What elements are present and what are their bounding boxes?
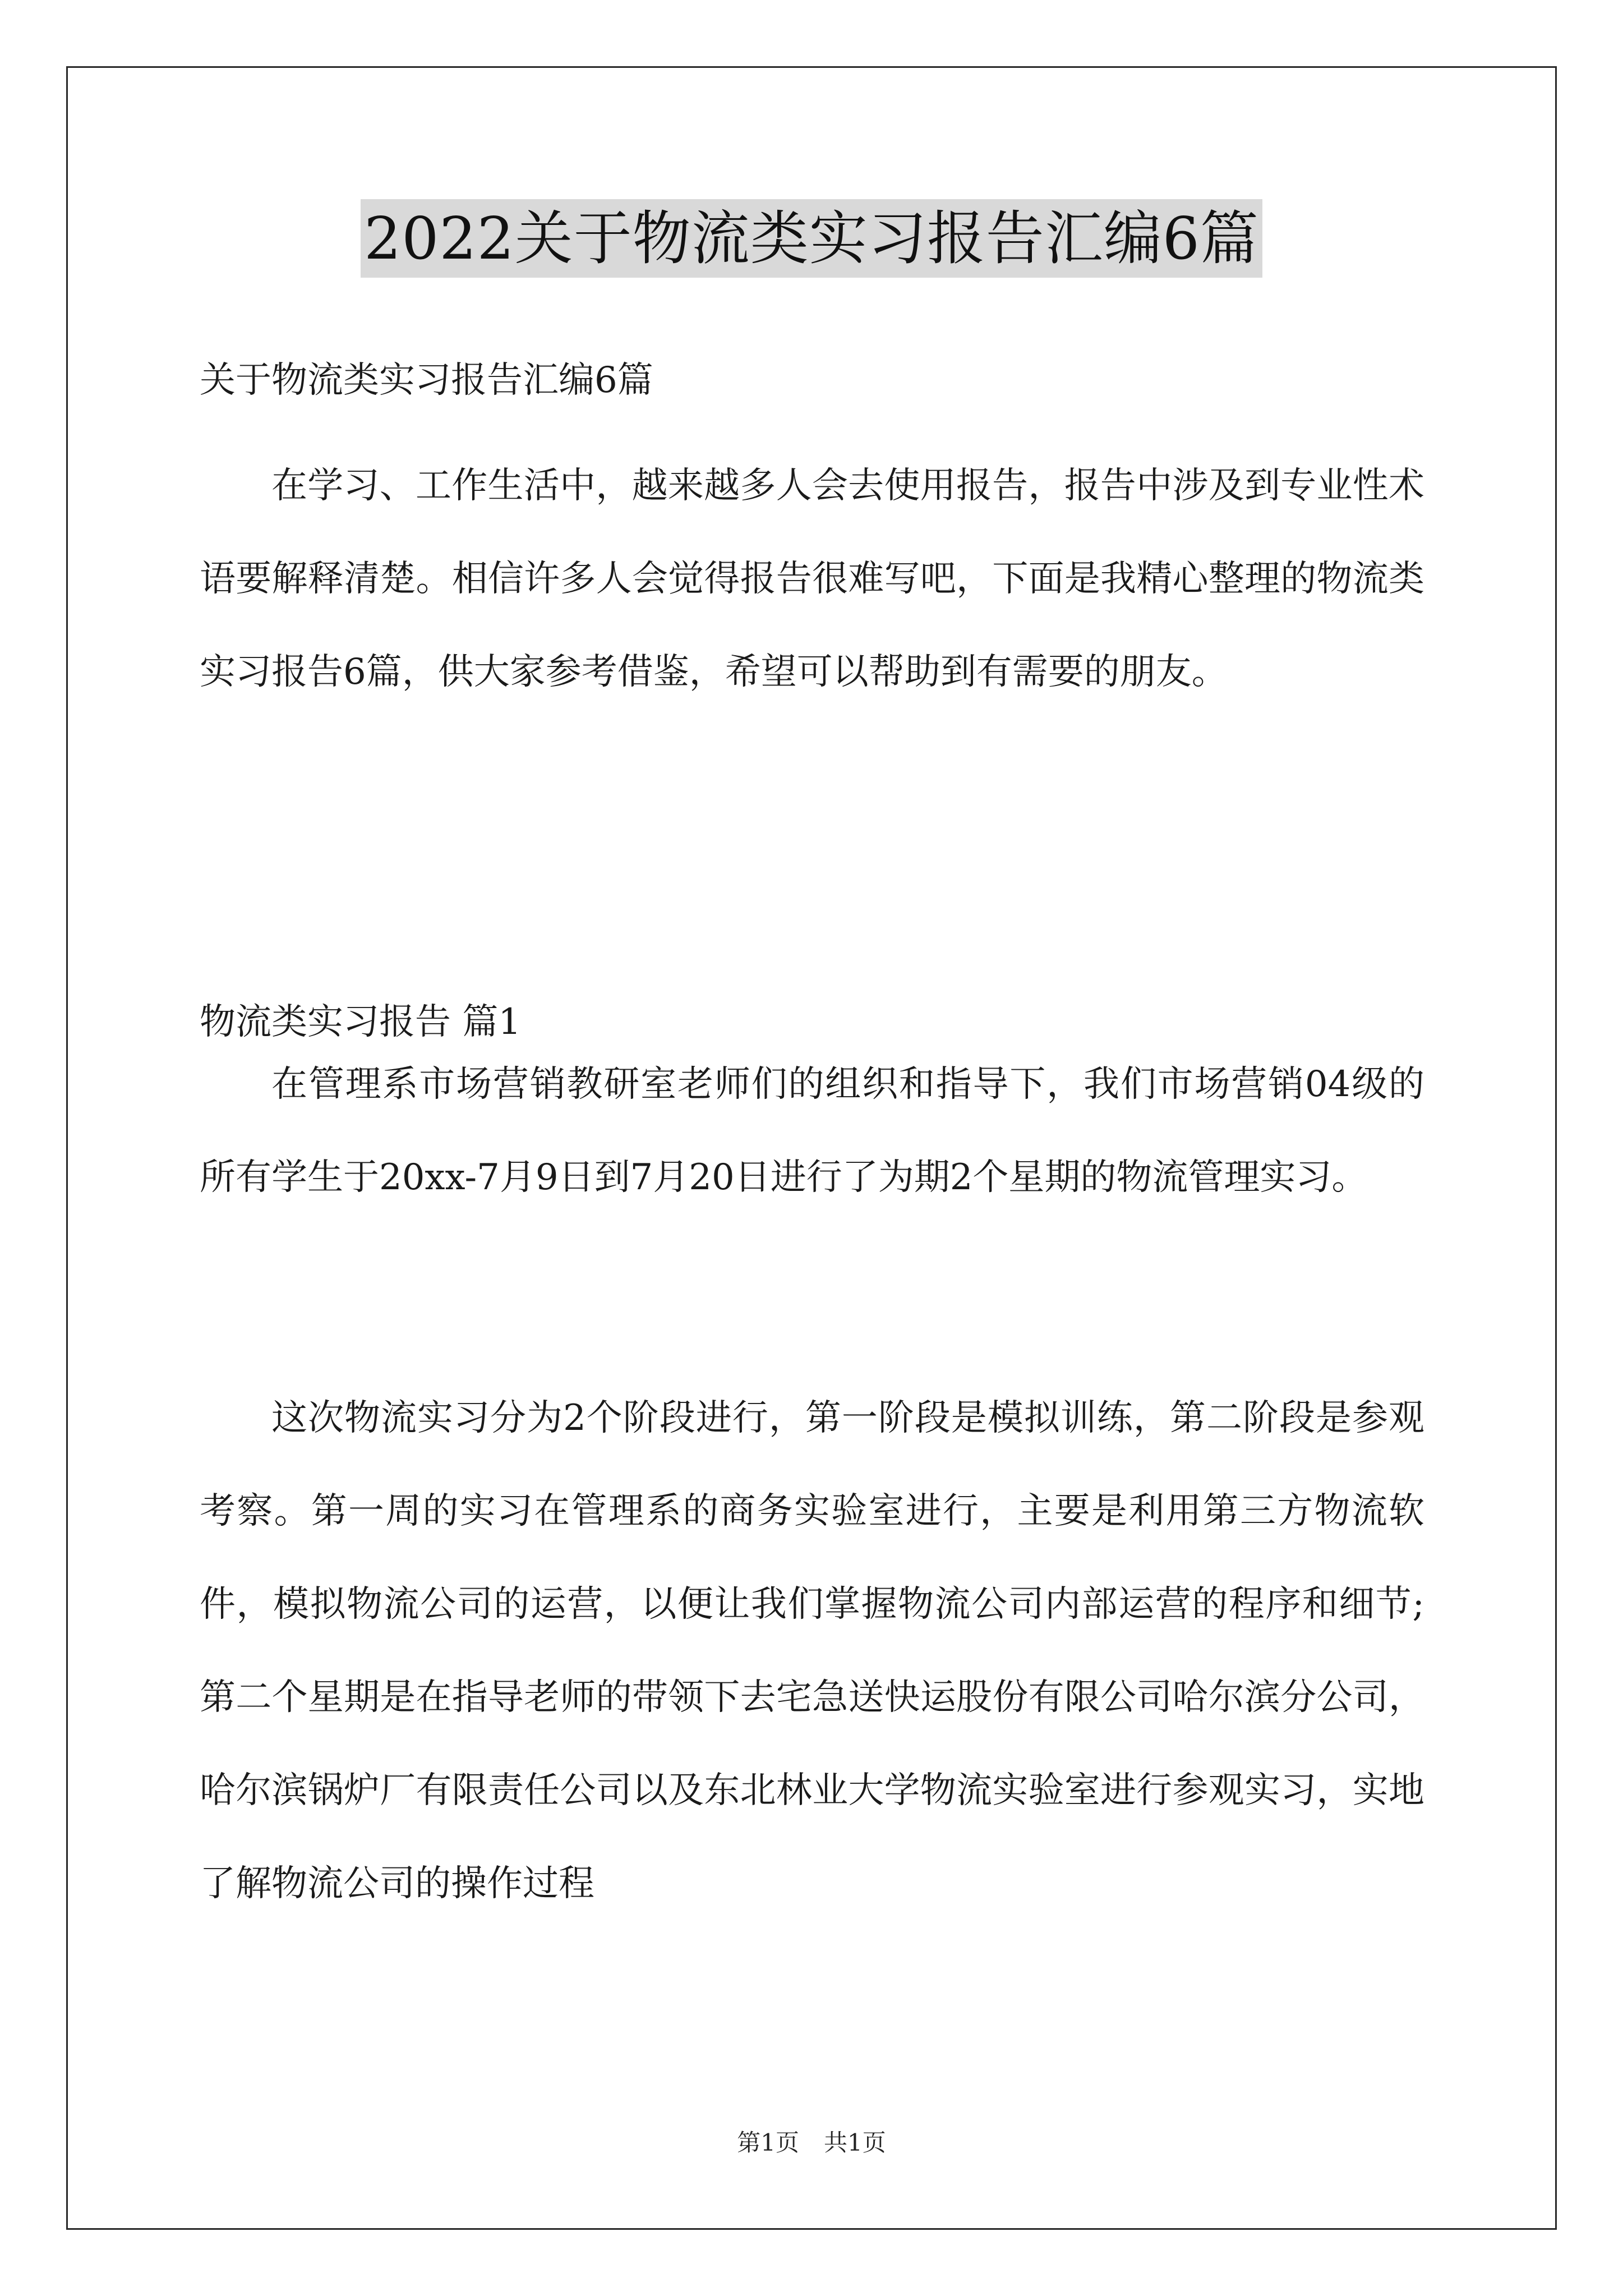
page-footer [0,2126,1623,2160]
document-title: 2022关于物流类实习报告汇编6篇 [361,199,1262,278]
title-container [0,199,1623,278]
body-paragraph-2: 这次物流实习分为2个阶段进行，第一阶段是模拟训练，第二阶段是参观考察。第一周的实习在管理系的商务实验室进行，主要是利用第三方物流软件，模拟物流公司的运营，以便让我们掌握物流公司内部运营的程序和细节;第二个星期是在指导老师的带领下去宅急送快运股份有限公司哈尔滨分公司，哈尔滨锅炉厂有限责任公司以及东北林业大学物流实验室进行参观实习，实地了解物流公司的操作过程 [200,1397,1424,1904]
intro-paragraph: 在学习、工作生活中，越来越多人会去使用报告，报告中涉及到专业性术语要解释清楚。相信许多人会觉得报告很难写吧，下面是我精心整理的物流类实习报告6篇，供大家参考借鉴，希望可以帮助到有需要的朋友。 [200,465,1424,693]
page-number: 第1页 [737,2129,799,2156]
page-total: 共1页 [824,2129,886,2156]
document-subtitle: 关于物流类实习报告汇编6篇 [200,360,653,401]
body-paragraph-1: 在管理系市场营销教研室老师们的组织和指导下，我们市场营销04级的所有学生于20xx-7月9日到7月20日进行了为期2个星期的物流管理实习。 [200,1064,1424,1198]
section-heading: 物流类实习报告 篇1 [200,1001,522,1043]
